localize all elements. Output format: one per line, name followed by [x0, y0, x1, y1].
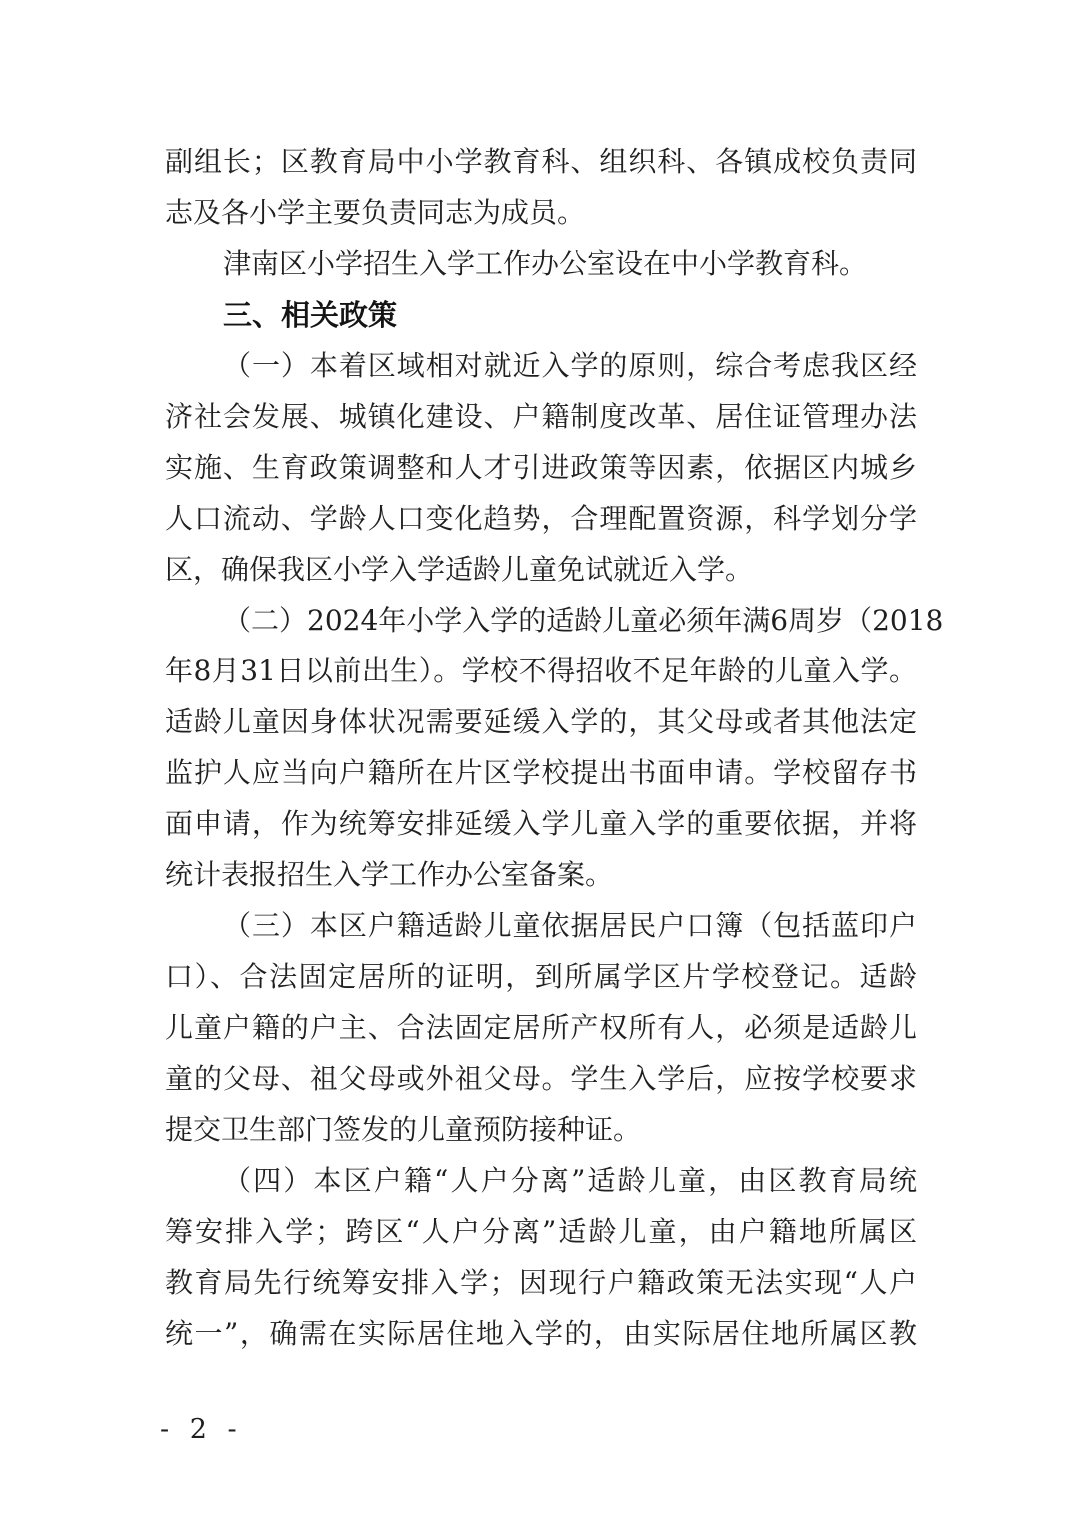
text-line: 教育局先行统筹安排入学；因现行户籍政策无法实现“人户 — [165, 1266, 917, 1299]
text-line: 监护人应当向户籍所在片区学校提出书面申请。学校留存书 — [165, 756, 917, 789]
text-line: 津南区小学招生入学工作办公室设在中小学教育科。 — [223, 247, 868, 280]
text-line: （三）本区户籍适龄儿童依据居民户口簿（包括蓝印户 — [223, 909, 917, 942]
page-number: - 2 - — [160, 1414, 243, 1445]
text-line: （一）本着区域相对就近入学的原则，综合考虑我区经 — [223, 349, 917, 382]
text-line: 儿童户籍的户主、合法固定居所产权所有人，必须是适龄儿 — [165, 1011, 917, 1044]
text-line: （四）本区户籍“人户分离”适龄儿童，由区教育局统 — [223, 1164, 917, 1197]
text-line: 提交卫生部门签发的儿童预防接种证。 — [165, 1113, 642, 1146]
text-line: 区，确保我区小学入学适龄儿童免试就近入学。 — [165, 553, 754, 586]
text-line: （二）2024年小学入学的适龄儿童必须年满6周岁（2018 — [223, 604, 944, 637]
text-line: 统一”，确需在实际居住地入学的，由实际居住地所属区教 — [165, 1317, 917, 1350]
text-line: 适龄儿童因身体状况需要延缓入学的，其父母或者其他法定 — [165, 705, 917, 738]
text-line: 筹安排入学；跨区“人户分离”适龄儿童，由户籍地所属区 — [165, 1215, 917, 1248]
text-line: 副组长；区教育局中小学教育科、组织科、各镇成校负责同 — [165, 145, 917, 178]
section-heading: 三、相关政策 — [223, 298, 398, 332]
text-line: 统计表报招生入学工作办公室备案。 — [165, 858, 614, 891]
text-line: 济社会发展、城镇化建设、户籍制度改革、居住证管理办法 — [165, 400, 917, 433]
text-line: 面申请，作为统筹安排延缓入学儿童入学的重要依据，并将 — [165, 807, 917, 840]
text-line: 口）、合法固定居所的证明，到所属学区片学校登记。适龄 — [165, 960, 917, 993]
text-line: 志及各小学主要负责同志为成员。 — [165, 196, 586, 229]
text-line: 年8月31日以前出生）。学校不得招收不足年龄的儿童入学。 — [165, 654, 917, 687]
text-line: 人口流动、学龄人口变化趋势，合理配置资源，科学划分学 — [165, 502, 917, 535]
text-line: 实施、生育政策调整和人才引进政策等因素，依据区内城乡 — [165, 451, 917, 484]
text-line: 童的父母、祖父母或外祖父母。学生入学后，应按学校要求 — [165, 1062, 917, 1095]
